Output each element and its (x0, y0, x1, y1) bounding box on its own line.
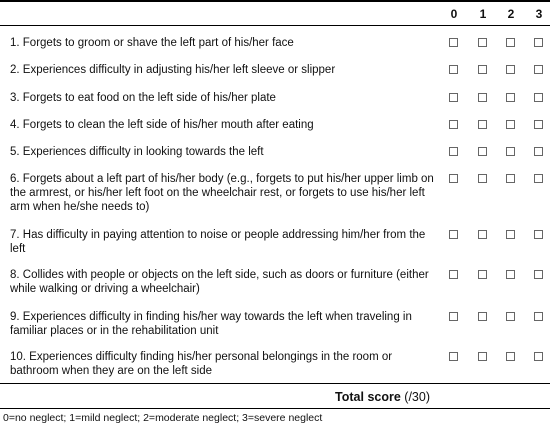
item-4-score-1-checkbox[interactable] (478, 120, 487, 129)
item-1-score-0-checkbox[interactable] (449, 38, 458, 47)
item-10-score-0-checkbox[interactable] (449, 352, 458, 361)
item-7-score-3-checkbox[interactable] (534, 230, 543, 239)
item-3-score-0-checkbox[interactable] (449, 93, 458, 102)
item-8-score-0-checkbox[interactable] (449, 270, 458, 279)
item-3-score-3-checkbox[interactable] (534, 93, 543, 102)
item-3-score-2-checkbox[interactable] (506, 93, 515, 102)
item-7-score-0-checkbox[interactable] (449, 230, 458, 239)
item-7-score-2-checkbox[interactable] (506, 230, 515, 239)
item-2-score-2-checkbox[interactable] (506, 65, 515, 74)
item-10-score-3-checkbox[interactable] (534, 352, 543, 361)
item-1-score-2-checkbox[interactable] (506, 38, 515, 47)
item-6-score-3-checkbox[interactable] (534, 174, 543, 183)
item-5-score-2-checkbox[interactable] (506, 147, 515, 156)
header-rule (0, 25, 550, 26)
header-score-3: 3 (535, 7, 543, 21)
item-8-score-1-checkbox[interactable] (478, 270, 487, 279)
item-7-score-1-checkbox[interactable] (478, 230, 487, 239)
item-4-score-3-checkbox[interactable] (534, 120, 543, 129)
header-score-0: 0 (450, 7, 458, 21)
item-2-text: 2. Experiences difficulty in adjusting his/her left sleeve or slipper (10, 64, 336, 76)
item-3-score-1-checkbox[interactable] (478, 93, 487, 102)
bottom-rule (0, 383, 550, 384)
item-1-score-3-checkbox[interactable] (534, 38, 543, 47)
item-5-text: 5. Experiences difficulty in looking towards the left (10, 146, 264, 158)
item-10-score-1-checkbox[interactable] (478, 352, 487, 361)
legend-rule (0, 408, 550, 409)
item-3-text: 3. Forgets to eat food on the left side of his/her plate (10, 92, 276, 104)
item-8-score-3-checkbox[interactable] (534, 270, 543, 279)
item-9-score-3-checkbox[interactable] (534, 312, 543, 321)
item-10-score-2-checkbox[interactable] (506, 352, 515, 361)
score-legend: 0=no neglect; 1=mild neglect; 2=moderate neglect; 3=severe neglect (3, 412, 323, 424)
top-rule (0, 0, 550, 2)
item-5-score-1-checkbox[interactable] (478, 147, 487, 156)
item-6-text: 6. Forgets about a left part of his/her body (e.g., forgets to put his/her upper limb on the armrest, or his/her left foot on the wheelchair rest, or forgets to use his/her left arm when he/she needs to) (10, 173, 434, 213)
item-8-score-2-checkbox[interactable] (506, 270, 515, 279)
item-9-text: 9. Experiences difficulty in finding his/her way towards the left when traveling in familiar places or in the rehabilitation unit (10, 311, 412, 337)
item-2-score-1-checkbox[interactable] (478, 65, 487, 74)
total-score-max: (/30) (404, 390, 430, 404)
header-score-1: 1 (479, 7, 487, 21)
item-10-text: 10. Experiences difficulty finding his/her personal belongings in the room or bathroom when they are on the left side (10, 351, 393, 377)
total-score-label: Total score (335, 390, 401, 404)
item-1-score-1-checkbox[interactable] (478, 38, 487, 47)
item-6-score-2-checkbox[interactable] (506, 174, 515, 183)
item-1-text: 1. Forgets to groom or shave the left part of his/her face (10, 37, 294, 49)
item-2-score-0-checkbox[interactable] (449, 65, 458, 74)
item-9-score-0-checkbox[interactable] (449, 312, 458, 321)
item-2-score-3-checkbox[interactable] (534, 65, 543, 74)
item-5-score-3-checkbox[interactable] (534, 147, 543, 156)
item-4-score-2-checkbox[interactable] (506, 120, 515, 129)
item-7-text: 7. Has difficulty in paying attention to noise or people addressing him/her from the left (10, 229, 426, 255)
item-4-text: 4. Forgets to clean the left side of his/her mouth after eating (10, 119, 314, 131)
total-score (335, 390, 430, 404)
item-5-score-0-checkbox[interactable] (449, 147, 458, 156)
item-8-text: 8. Collides with people or objects on the left side, such as doors or furniture (either while walking or driving a wheelchair) (10, 269, 429, 295)
header-score-2: 2 (507, 7, 515, 21)
item-9-score-2-checkbox[interactable] (506, 312, 515, 321)
item-4-score-0-checkbox[interactable] (449, 120, 458, 129)
item-6-score-0-checkbox[interactable] (449, 174, 458, 183)
item-9-score-1-checkbox[interactable] (478, 312, 487, 321)
item-6-score-1-checkbox[interactable] (478, 174, 487, 183)
